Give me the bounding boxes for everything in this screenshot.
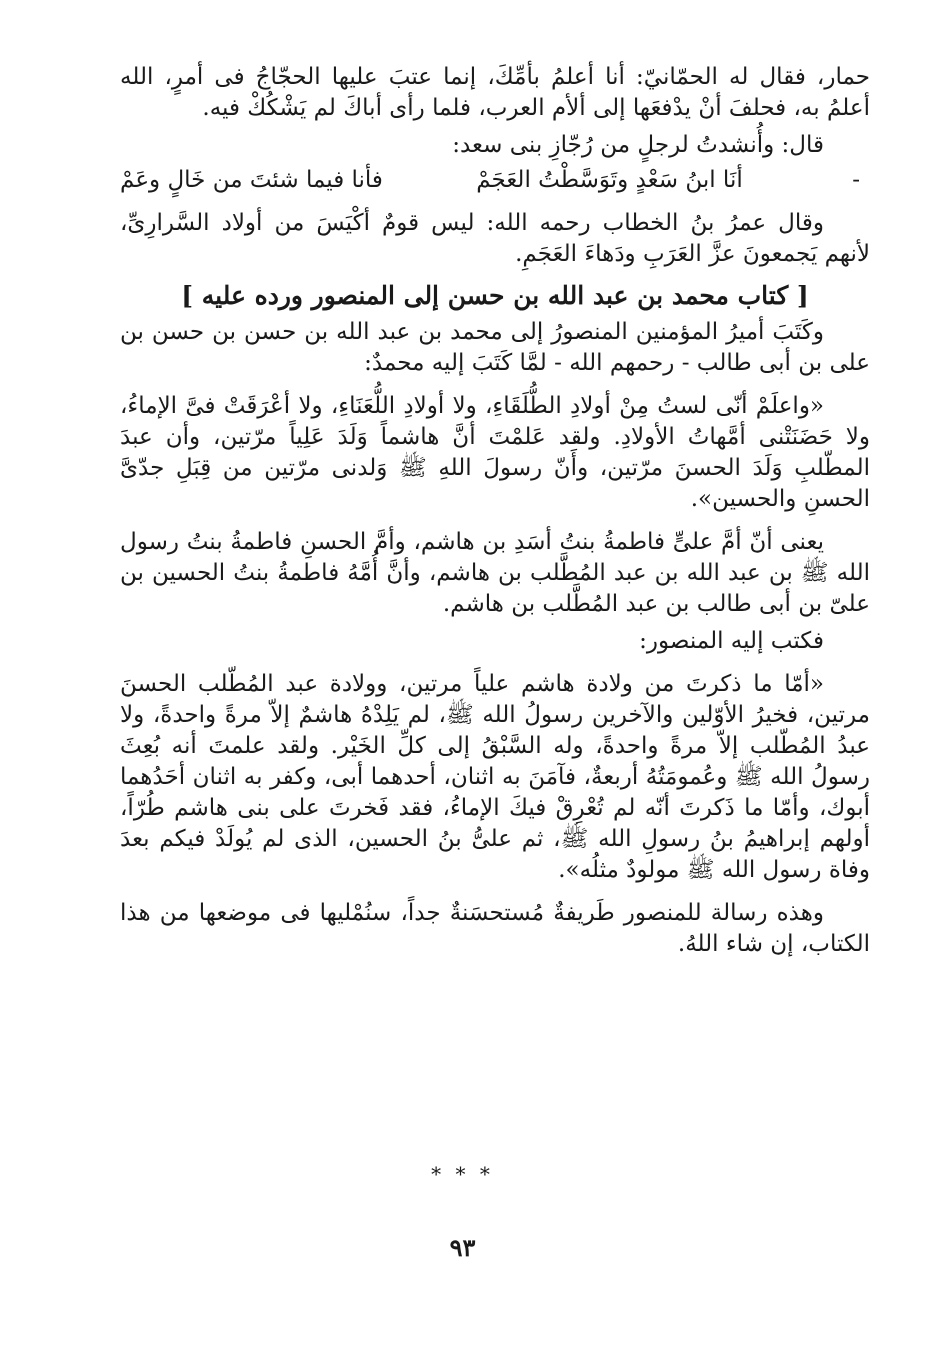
- paragraph: وهذه رسالة للمنصور طَريفةٌ مُستحسَنةٌ جداً، سنُمْليها فى موضعها من هذا الكتاب، إن شاء اللهُ.: [120, 900, 870, 957]
- section-separator: * * *: [431, 1162, 494, 1186]
- quoted-letter: «واعلَمْ أنّى لستُ مِنْ أولادِ الطُّلَقَاءِ، ولا أولادِ اللُّعَنَاءِ، ولا أعْرَقَتْ فىَّ الإماءُ، ولا حَضَنَتْنى أمَّهاتُ الأولادِ. ولقد عَلمْتَ أنَّ هاشماً وَلَدَ عَلِياً مرّتين، وأن عبدَ المطّلبِ وَلَدَ الحسنَ مرّتين، وأَنّ رسولَ اللهِ ﷺ وَلدنى مرّتين من قِبَلِ جدّىَّ الحسنِ والحسين».: [120, 393, 870, 512]
- verse-first-hemistich: أنَا ابنُ سَعْدٍ وتَوَسَّطْتُ العَجَمْ: [476, 167, 743, 193]
- poem-verse: [120, 165, 870, 196]
- paragraph: فكتب إليه المنصور:: [639, 628, 824, 654]
- paragraph: وكَتَبَ أميرُ المؤمنين المنصورُ إلى محمد بن عبد الله بن حسن بن حسن بن على بن أبى طالب - رحمهم الله - لمَّا كَتَبَ إليه محمدٌ:: [120, 319, 870, 376]
- page-body: [120, 62, 870, 960]
- quoted-letter: «أمّا ما ذكرتَ من ولادة هاشم علياً مرتين، وولادة عبد المُطّلب الحسنَ مرتين، فخيرُ الأوّلين والآخرين رسولُ الله ﷺ، لم يَلِدْهُ هاشمٌ إلاّ مرةً واحدةً، ولا عبدُ المُطّلب إلاّ مرةً واحدةً، وله السَّبْقُ إلى كلِّ الخَيْر. ولقد علمتَ أنه بُعِثَ رسولُ الله ﷺ وعُمومَتُهُ أربعةٌ، فآمَنَ به اثنان، أحدهما أبى، وكفر به اثنان أحَدُهما أبوك، وأمّا ما ذَكرتَ أنّه لم تُعْرِقْ فيكَ الإماءُ، فقد فَخرتَ على بنى هاشم طُرّاً، أولهم إبراهيمُ بنُ رسولِ الله ﷺ، ثم علىُّ بنُ الحسين، الذى لم يُولَدْ فيكم بعدَ وفاة رسول الله ﷺ مولودٌ مثلُه».: [120, 671, 870, 883]
- paragraph: وقال عمرُ بنُ الخطاب رحمه الله: ليس قومٌ أكْيَسَ من أولاد السَّرارِىِّ، لأنهم يَجمعونَ عزَّ العَرَبِ ودَهاءَ العَجَمِ.: [120, 210, 870, 267]
- verse-second-hemistich: فأنا فيما شئتَ من خَالٍ وعَمْ: [120, 167, 383, 193]
- page-number: ٩٣: [449, 1233, 476, 1262]
- section-heading: [ كتاب محمد بن عبد الله بن حسن إلى المنصور ورده عليه ]: [181, 281, 809, 310]
- verse-mark: -: [852, 167, 860, 193]
- paragraph: حمار، فقال له الحمّانيّ: أنا أعلمُ بأمِّكَ، إنما عتبَ عليها الحجّاجُ فى أمرٍ، الله أعلمُ به، فحلفَ أنْ يدْفعَها إلى ألأم العرب، فلما رأى أباكَ لم يَشْكُكْ فيه.: [120, 64, 870, 121]
- paragraph: قال: وأُنشدتُ لرجلٍ من رُجّازِ بنى سعد:: [452, 132, 824, 158]
- paragraph: يعنى أنّ أمَّ علىٍّ فاطمةُ بنتُ أسَدِ بن هاشم، وأمَّ الحسنِ فاطمةُ بنتُ رسول الله ﷺ بن عبد الله بن عبد المُطَّلب بن هاشم، وأنَّ أُمَّهُ فاطمةُ بنتُ الحسين بن علىّ بن أبى طالب بن عبد المُطَّلب بن هاشم.: [120, 529, 870, 617]
